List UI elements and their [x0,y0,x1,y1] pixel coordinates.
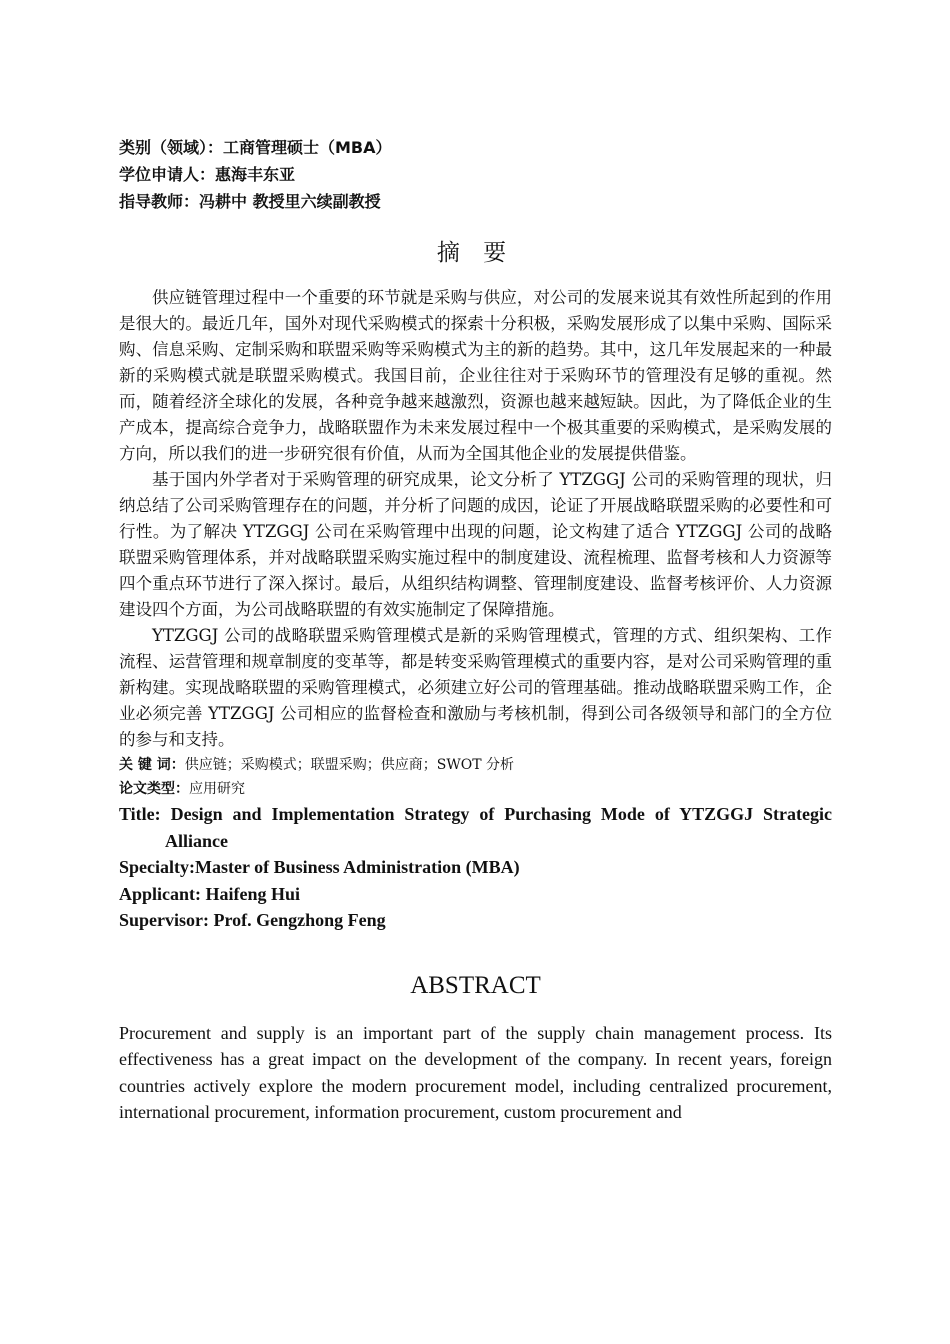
english-specialty-line: Specialty:Master of Business Administration (MBA) [119,857,520,877]
applicant-line: 学位申请人：惠海丰东亚 [119,165,296,184]
chinese-paragraph-1: 供应链管理过程中一个重要的环节就是采购与供应，对公司的发展来说其有效性所起到的作用是很大的。最近几年，国外对现代采购模式的探索十分积极，采购发展形成了以集中采购、国际采购、信息采购、定制采购和联盟采购等采购模式为主的新的趋势。其中，这几年发展起来的一种最新的采购模式就是联盟采购模式。我国目前，企业往往对于采购环节的管理没有足够的重视。然而，随着经济全球化的发展，各种竞争越来越激烈，资源也越来越短缺。因此，为了降低企业的生产成本，提高综合竞争力，战略联盟作为未来发展过程中一个极其重要的采购模式，是采购发展的方向，所以我们的进一步研究很有价值，从而为全国其他企业的发展提供借鉴。 [119,288,832,463]
chinese-abstract-title: 摘 要 [436,240,515,266]
paper-type-value: 应用研究 [189,781,245,797]
category-line: 类别（领域）：工商管理硕士（MBA） [119,138,392,157]
paper-type-label: 论文类型： [119,781,189,797]
paper-type-line [119,777,832,801]
keywords-label: 关 键 词： [119,757,185,773]
english-supervisor-line: Supervisor: Prof. Gengzhong Feng [119,910,386,930]
keywords-line [119,753,832,777]
chinese-paragraph-3: YTZGGJ 公司的战略联盟采购管理模式是新的采购管理模式，管理的方式、组织架构、工作流程、运营管理和规章制度的变革等，都是转变采购管理模式的重要内容，是对公司采购管理的重新构建。实现战略联盟的采购管理模式，必须建立好公司的管理基础。推动战略联盟采购工作，企业必须完善 YTZGGJ 公司相应的监督检查和激励与考核机制，得到公司各级领导和部门的全方位的参与和支持。 [119,626,832,749]
supervisor-line: 指导教师：冯耕中 教授里六续副教授 [119,192,381,211]
english-abstract-title: ABSTRACT [410,971,541,999]
chinese-paragraph-2: 基于国内外学者对于采购管理的研究成果，论文分析了 YTZGGJ 公司的采购管理的现状，归纳总结了公司采购管理存在的问题，并分析了问题的成因，论证了开展战略联盟采购的必要性和可行性。为了解决 YTZGGJ 公司在采购管理中出现的问题，论文构建了适合 YTZGGJ 公司的战略联盟采购管理体系，并对战略联盟采购实施过程中的制度建设、流程梳理、监督考核和人力资源等四个重点环节进行了深入探讨。最后，从组织结构调整、管理制度建设、监督考核评价、人力资源建设四个方面，为公司战略联盟的有效实施制定了保障措施。 [119,470,832,619]
page-content [119,134,832,1126]
english-applicant-line: Applicant: Haifeng Hui [119,883,301,904]
keywords-value: 供应链；采购模式；联盟采购；供应商；SWOT 分析 [184,757,514,773]
english-abstract-paragraph: Procurement and supply is an important part of the supply chain management process. Its effectiveness has a great impact on the development of the company. In recent years, foreign countries actively explore the modern procurement model, including centralized procurement, international procurement, information procurement, custom procurement and [119,1022,832,1122]
english-title-line: Title: Design and Implementation Strategy of Purchasing Mode of YTZGGJ Strategic Alliance [119,804,832,851]
